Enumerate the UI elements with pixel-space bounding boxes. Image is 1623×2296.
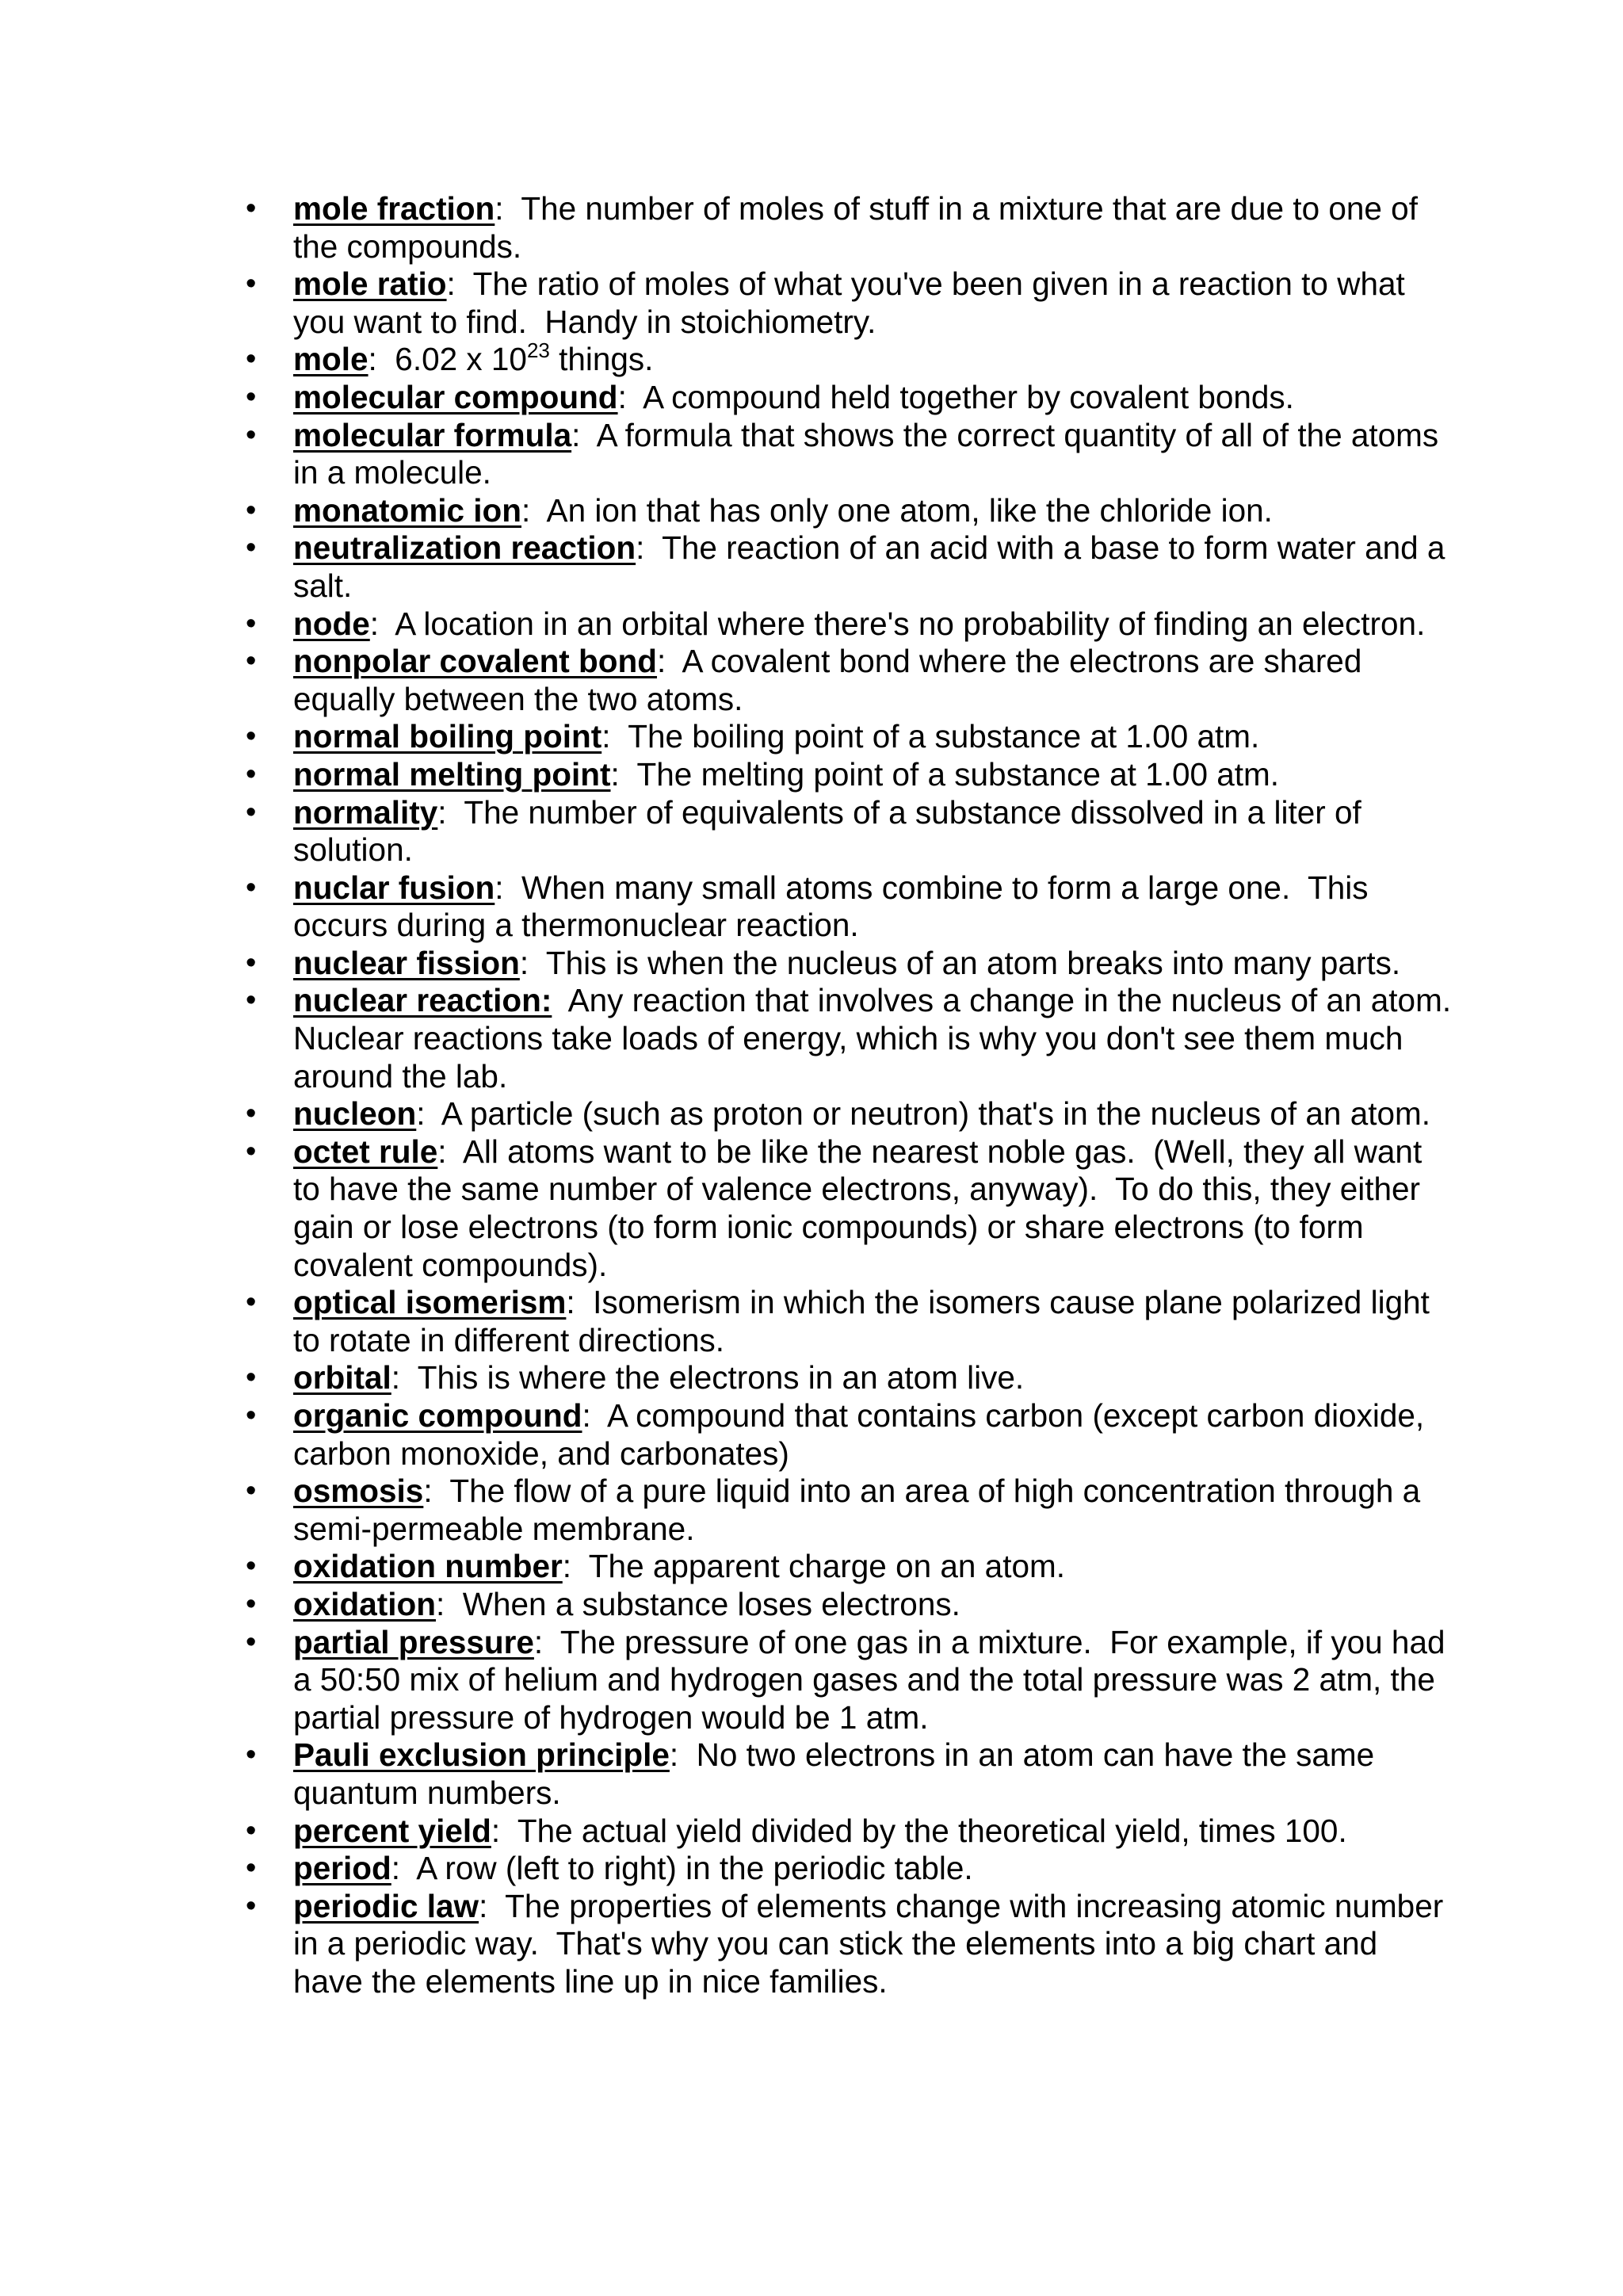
glossary-definition: The apparent charge on an atom. <box>571 1548 1065 1585</box>
glossary-term: nonpolar covalent bond <box>293 643 658 680</box>
glossary-term: optical isomerism <box>293 1284 567 1321</box>
bullet-icon: • <box>246 1625 257 1659</box>
term-separator: : <box>657 643 666 680</box>
glossary-term: partial pressure <box>293 1623 534 1660</box>
glossary-list <box>239 190 1469 2001</box>
glossary-entry <box>239 1888 1452 2001</box>
bullet-icon: • <box>246 192 257 225</box>
glossary-definition: The number of equivalents of a substance dissolved in a liter of solution. <box>293 793 1370 869</box>
glossary-definition: The reaction of an acid with a base to form water and a salt. <box>293 529 1454 604</box>
glossary-definition: An ion that has only one atom, like the chloride ion. <box>530 491 1273 529</box>
glossary-definition: No two electrons in an atom can have the same quantum numbers. <box>293 1736 1384 1811</box>
bullet-icon: • <box>246 1889 257 1923</box>
term-separator: : <box>533 1623 544 1660</box>
glossary-definition: The melting point of a substance at 1.00 atm. <box>619 755 1280 793</box>
term-separator: : <box>391 1850 401 1887</box>
term-separator: : <box>416 1095 426 1133</box>
glossary-definition: The pressure of one gas in a mixture. For example, if you had a 50:50 mix of helium and hydrogen gases and the total pressure was 2 atm, the partial pressure of hydrogen would be 1 atm. <box>293 1623 1454 1736</box>
glossary-definition: The number of moles of stuff in a mixture that are due to one of the compounds. <box>293 190 1427 265</box>
glossary-term: oxidation number <box>293 1548 563 1585</box>
term-separator: : <box>368 341 377 378</box>
glossary-term: monatomic ion <box>293 491 522 529</box>
glossary-term: normal melting point <box>293 755 611 793</box>
glossary-term: nuclear reaction: <box>293 982 552 1019</box>
glossary-term: molecular compound <box>293 378 618 415</box>
term-separator: : <box>610 755 620 793</box>
glossary-term: orbital <box>293 1359 391 1396</box>
glossary-entry <box>239 1133 1452 1284</box>
term-separator: : <box>519 944 529 981</box>
bullet-icon: • <box>246 493 257 527</box>
glossary-term: nuclar fusion <box>293 869 495 906</box>
glossary-entry <box>239 1850 1452 1888</box>
glossary-entry <box>239 417 1452 492</box>
term-separator: : <box>495 869 504 906</box>
bullet-icon: • <box>246 1549 257 1584</box>
bullet-icon: • <box>246 380 257 414</box>
glossary-term: Pauli exclusion principle <box>293 1736 670 1774</box>
bullet-icon: • <box>246 1851 257 1885</box>
bullet-icon: • <box>246 531 257 565</box>
term-separator: : <box>521 491 531 529</box>
glossary-term: period <box>293 1850 391 1887</box>
glossary-entry <box>239 190 1452 266</box>
term-separator: : <box>562 1548 572 1585</box>
bullet-icon: • <box>246 795 257 829</box>
glossary-definition: A compound held together by covalent bonds. <box>626 378 1294 415</box>
bullet-icon: • <box>246 644 257 678</box>
bullet-icon: • <box>246 757 257 791</box>
term-separator: : <box>479 1887 488 1924</box>
glossary-term: mole <box>293 341 369 378</box>
glossary-entry <box>239 529 1452 605</box>
glossary-definition: The flow of a pure liquid into an area of high concentration through a semi-permeable membrane. <box>293 1473 1430 1547</box>
glossary-definition: The actual yield divided by the theoretical yield, times 100. <box>500 1812 1347 1849</box>
glossary-definition: A location in an orbital where there's no probability of finding an electron. <box>379 605 1426 642</box>
bullet-icon: • <box>246 1587 257 1621</box>
glossary-definition: Any reaction that involves a change in the nucleus of an atom. Nuclear reactions take loads of energy, which is why you don't see them much around the lab. <box>293 982 1469 1095</box>
glossary-entry <box>239 379 1452 417</box>
term-separator: : <box>437 1133 447 1170</box>
term-separator: : <box>423 1473 433 1510</box>
glossary-entry <box>239 1284 1452 1359</box>
glossary-definition: When a substance loses electrons. <box>445 1585 960 1622</box>
glossary-definition: All atoms want to be like the nearest noble gas. (Well, they all want to have the same number of valence electrons, anyway). To do this, they either gain or lose electrons (to form ionic compounds) or share electrons (to form covalent compounds). <box>293 1133 1431 1283</box>
glossary-term: octet rule <box>293 1133 438 1170</box>
glossary-definition: A row (left to right) in the periodic table. <box>400 1850 973 1887</box>
bullet-icon: • <box>246 984 257 1018</box>
glossary-entry <box>239 1586 1452 1624</box>
glossary-definition: The ratio of moles of what you've been given in a reaction to what you want to find. Handy in stoichiometry. <box>293 266 1415 340</box>
glossary-entry <box>239 756 1452 794</box>
glossary-definition: A formula that shows the correct quantity of all of the atoms in a molecule. <box>293 416 1448 491</box>
glossary-term: node <box>293 605 370 642</box>
glossary-term: mole ratio <box>293 266 447 303</box>
exponent-superscript: 23 <box>526 338 550 363</box>
glossary-entry <box>239 982 1469 1095</box>
glossary-entry <box>239 492 1452 530</box>
term-separator: : <box>446 266 456 303</box>
glossary-definition-continued: things. <box>549 341 654 378</box>
term-separator: : <box>636 529 645 567</box>
term-separator: : <box>436 1585 445 1622</box>
bullet-icon: • <box>246 720 257 754</box>
glossary-entry <box>239 945 1452 983</box>
term-separator: : <box>669 1736 679 1774</box>
bullet-icon: • <box>246 1474 257 1508</box>
glossary-definition: The properties of elements change with increasing atomic number in a periodic way. That's why you can stick the elements into a big chart and have the elements line up in nice families. <box>293 1887 1453 2000</box>
glossary-entry <box>239 1095 1452 1133</box>
term-separator: : <box>495 190 504 227</box>
glossary-term: oxidation <box>293 1585 436 1622</box>
term-separator: : <box>582 1397 591 1434</box>
bullet-icon: • <box>246 1097 257 1131</box>
glossary-definition: A particle (such as proton or neutron) that's in the nucleus of an atom. <box>425 1095 1430 1133</box>
glossary-entry <box>239 869 1452 945</box>
glossary-term: neutralization reaction <box>293 529 636 567</box>
glossary-entry <box>239 1359 1452 1397</box>
bullet-icon: • <box>246 267 257 301</box>
glossary-entry <box>239 1473 1452 1548</box>
glossary-term: nucleon <box>293 1095 417 1133</box>
glossary-term: organic compound <box>293 1397 582 1434</box>
glossary-entry <box>239 1813 1452 1851</box>
glossary-definition: A compound that contains carbon (except carbon dioxide, carbon monoxide, and carbonates) <box>293 1397 1434 1472</box>
glossary-term: periodic law <box>293 1887 479 1924</box>
bullet-icon: • <box>246 1813 257 1847</box>
glossary-entry <box>239 1548 1452 1586</box>
glossary-term: normal boiling point <box>293 718 602 755</box>
term-separator: : <box>391 1359 401 1396</box>
bullet-icon: • <box>246 1399 257 1432</box>
glossary-definition: The boiling point of a substance at 1.00 atm. <box>610 718 1260 755</box>
glossary-entry <box>239 1397 1452 1473</box>
glossary-term: percent yield <box>293 1812 491 1849</box>
bullet-icon: • <box>246 946 257 980</box>
bullet-icon: • <box>246 606 257 640</box>
glossary-entry <box>239 794 1452 869</box>
glossary-definition: Isomerism in which the isomers cause plane polarized light to rotate in different directions. <box>293 1284 1439 1358</box>
glossary-term: osmosis <box>293 1473 424 1510</box>
glossary-entry <box>239 1736 1452 1812</box>
glossary-term: molecular formula <box>293 416 572 453</box>
bullet-icon: • <box>246 1361 257 1395</box>
term-separator: : <box>566 1284 575 1321</box>
glossary-definition: 6.02 x 10 <box>376 341 527 378</box>
term-separator: : <box>571 416 581 453</box>
bullet-icon: • <box>246 1134 257 1168</box>
glossary-entry <box>239 643 1452 718</box>
bullet-icon: • <box>246 870 257 904</box>
term-separator: : <box>437 793 447 831</box>
bullet-icon: • <box>246 1738 257 1772</box>
glossary-entry <box>239 266 1452 341</box>
glossary-definition: When many small atoms combine to form a large one. This occurs during a thermonuclear reaction. <box>293 869 1377 944</box>
glossary-definition: This is where the electrons in an atom live. <box>400 1359 1025 1396</box>
glossary-definition: This is when the nucleus of an atom breaks into many parts. <box>529 944 1401 981</box>
bullet-icon: • <box>246 342 257 376</box>
bullet-icon: • <box>246 1286 257 1320</box>
term-separator: : <box>617 378 627 415</box>
glossary-entry <box>239 718 1452 756</box>
glossary-term: mole fraction <box>293 190 495 227</box>
glossary-term: nuclear fission <box>293 944 520 981</box>
term-separator: : <box>491 1812 501 1849</box>
glossary-entry <box>239 338 1452 379</box>
glossary-entry <box>239 606 1452 644</box>
glossary-entry <box>239 1624 1452 1737</box>
glossary-definition: A covalent bond where the electrons are shared equally between the two atoms. <box>293 643 1371 717</box>
term-separator: : <box>601 718 611 755</box>
glossary-term: normality <box>293 793 438 831</box>
bullet-icon: • <box>246 418 257 452</box>
term-separator: : <box>369 605 380 642</box>
